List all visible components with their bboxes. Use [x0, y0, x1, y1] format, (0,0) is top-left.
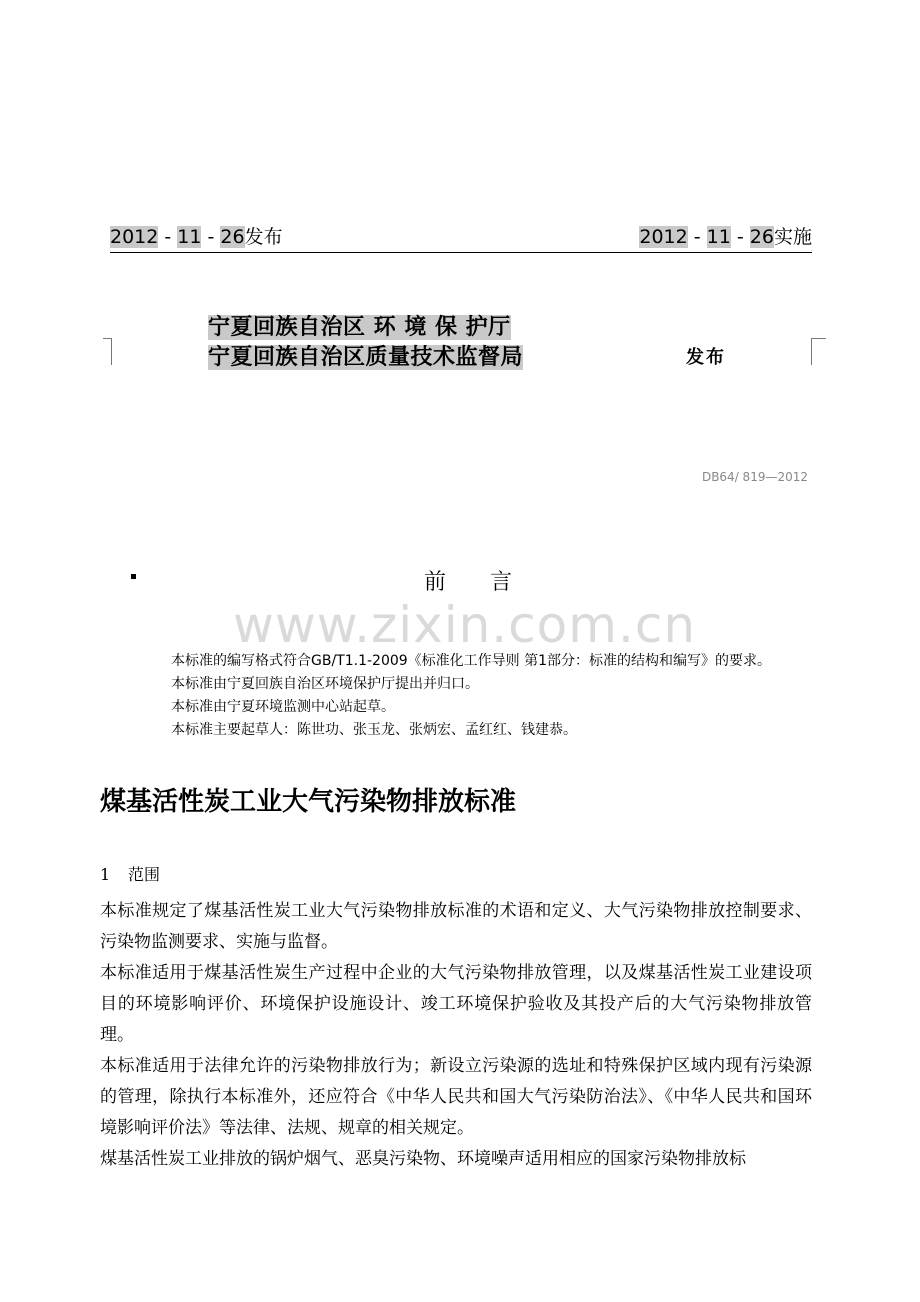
- foreword-line: 本标准由宁夏环境监测中心站起草。: [171, 699, 395, 715]
- paragraph: 本标准规定了煤基活性炭工业大气污染物排放标准的术语和定义、大气污染物排放控制要求、污染物监测要求、实施与监督。: [100, 901, 812, 952]
- publish-date: 2012 - 11 - 26发布: [110, 226, 283, 248]
- foreword-text: [171, 650, 821, 742]
- watermark: www.zixin.com.cn: [233, 596, 697, 654]
- bullet-mark: [131, 574, 136, 579]
- section-heading: 1 范围: [100, 865, 161, 884]
- paragraph: 煤基活性炭工业排放的锅炉烟气、恶臭污染物、环境噪声适用相应的国家污染物排放标: [100, 1149, 746, 1169]
- effective-date: 2012 - 11 - 26实施: [639, 226, 812, 248]
- foreword-line: 本标准的编写格式符合GB/T1.1-2009《标准化工作导则 第1部分：标准的结构和编写》的要求。: [171, 653, 772, 669]
- document-number: DB64/ 819—2012: [701, 470, 808, 484]
- foreword-line: 本标准主要起草人：陈世功、张玉龙、张炳宏、孟红红、钱建恭。: [171, 722, 577, 738]
- crop-mark-right: [811, 338, 826, 365]
- issuer-line-1: 宁夏回族自治区 环 境 保 护厅: [208, 315, 511, 340]
- foreword-line: 本标准由宁夏回族自治区环境保护厅提出并归口。: [171, 676, 479, 692]
- foreword-title: 前 言: [424, 570, 513, 595]
- section-body: [100, 896, 812, 1175]
- paragraph: 本标准适用于法律允许的污染物排放行为；新设立污染源的选址和特殊保护区域内现有污染源的管理，除执行本标准外，还应符合《中华人民共和国大气污染防治法》、《中华人民共和国环境影响评价法》等法律、法规、规章的相关规定。: [100, 1056, 812, 1138]
- issuer-line-2: 宁夏回族自治区质量技术监督局: [208, 345, 524, 370]
- crop-mark-left: [103, 338, 112, 365]
- publish-label: 发布: [686, 347, 726, 368]
- paragraph: 本标准适用于煤基活性炭生产过程中企业的大气污染物排放管理，以及煤基活性炭工业建设项目的环境影响评价、环境保护设施设计、竣工环境保护验收及其投产后的大气污染物排放管理。: [100, 963, 812, 1045]
- document-title: 煤基活性炭工业大气污染物排放标准: [100, 787, 517, 817]
- date-row: [110, 222, 812, 253]
